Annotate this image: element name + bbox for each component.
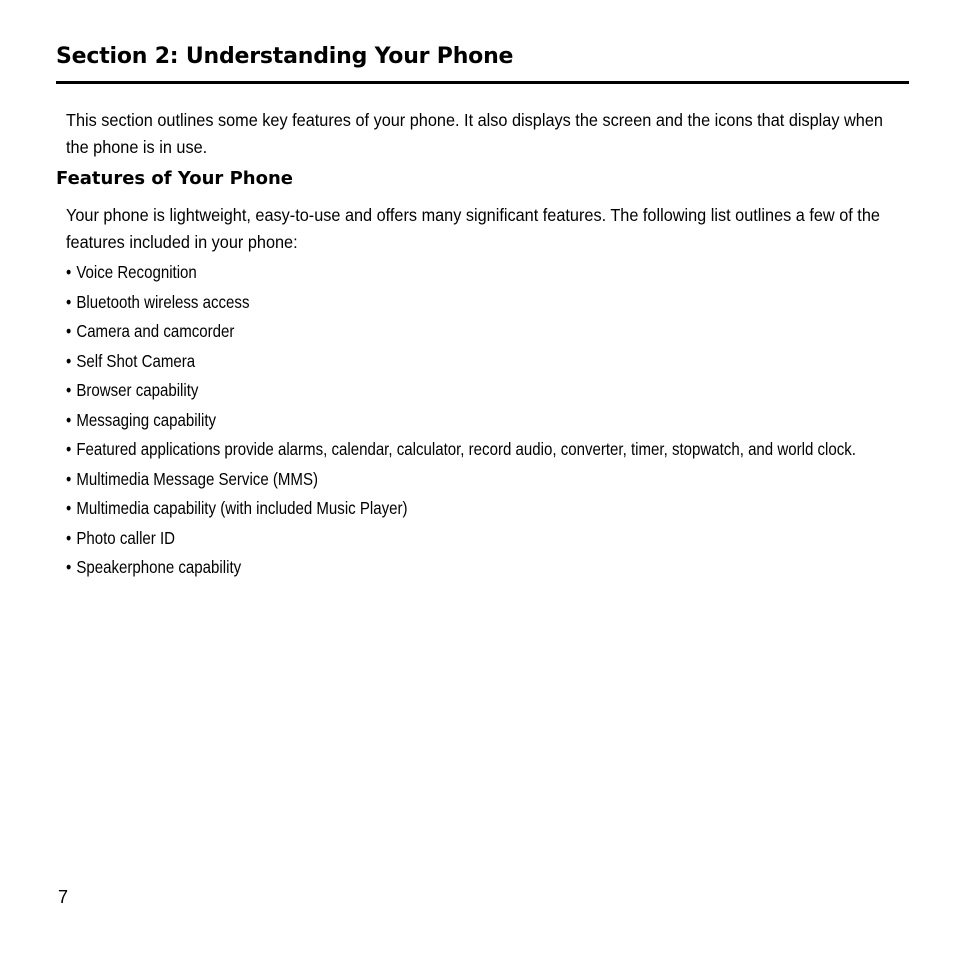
bullet-icon: • (66, 409, 72, 430)
bullet-icon: • (66, 262, 72, 282)
bullet-icon: • (66, 439, 72, 459)
list-item (66, 317, 856, 347)
list-item (66, 258, 856, 288)
feature-text: Multimedia capability (with included Music Player) (76, 498, 408, 518)
bullet-icon: • (66, 350, 72, 371)
feature-text: Voice Recognition (76, 262, 197, 282)
section-title: Section 2: Understanding Your Phone (56, 44, 514, 69)
bullet-icon: • (66, 380, 72, 400)
title-divider (56, 81, 909, 84)
bullet-icon: • (66, 468, 72, 489)
list-item (66, 553, 856, 583)
feature-text: Browser capability (76, 380, 199, 400)
feature-text: Messaging capability (76, 409, 217, 430)
list-item (66, 465, 856, 495)
bullet-icon: • (66, 557, 72, 577)
list-item (66, 494, 856, 524)
bullet-icon: • (66, 321, 72, 341)
feature-text: Multimedia Message Service (MMS) (76, 468, 319, 489)
feature-text: Camera and camcorder (76, 321, 235, 341)
features-list (66, 258, 954, 583)
bullet-icon: • (66, 291, 72, 312)
section-intro-paragraph: This section outlines some key features of your phone. It also displays the screen and the icons that display when the phone is in use. (66, 110, 883, 157)
feature-text: Self Shot Camera (76, 350, 196, 371)
feature-text: Featured applications provide alarms, calendar, calculator, record audio, converter, timer, stopwatch, and world clock. (76, 439, 856, 459)
feature-text: Speakerphone capability (76, 557, 242, 577)
bullet-icon: • (66, 498, 72, 518)
feature-text: Photo caller ID (76, 527, 176, 548)
page-number: 7 (58, 887, 69, 907)
list-item (66, 376, 856, 406)
list-item (66, 347, 856, 377)
list-item (66, 435, 856, 465)
list-item (66, 406, 856, 436)
list-item (66, 288, 856, 318)
bullet-icon: • (66, 527, 72, 548)
list-item (66, 524, 856, 554)
features-heading: Features of Your Phone (56, 168, 293, 189)
features-intro-paragraph: Your phone is lightweight, easy-to-use and offers many significant features. The following list outlines a few of the features included in your phone: (66, 205, 880, 252)
feature-text: Bluetooth wireless access (76, 291, 250, 312)
